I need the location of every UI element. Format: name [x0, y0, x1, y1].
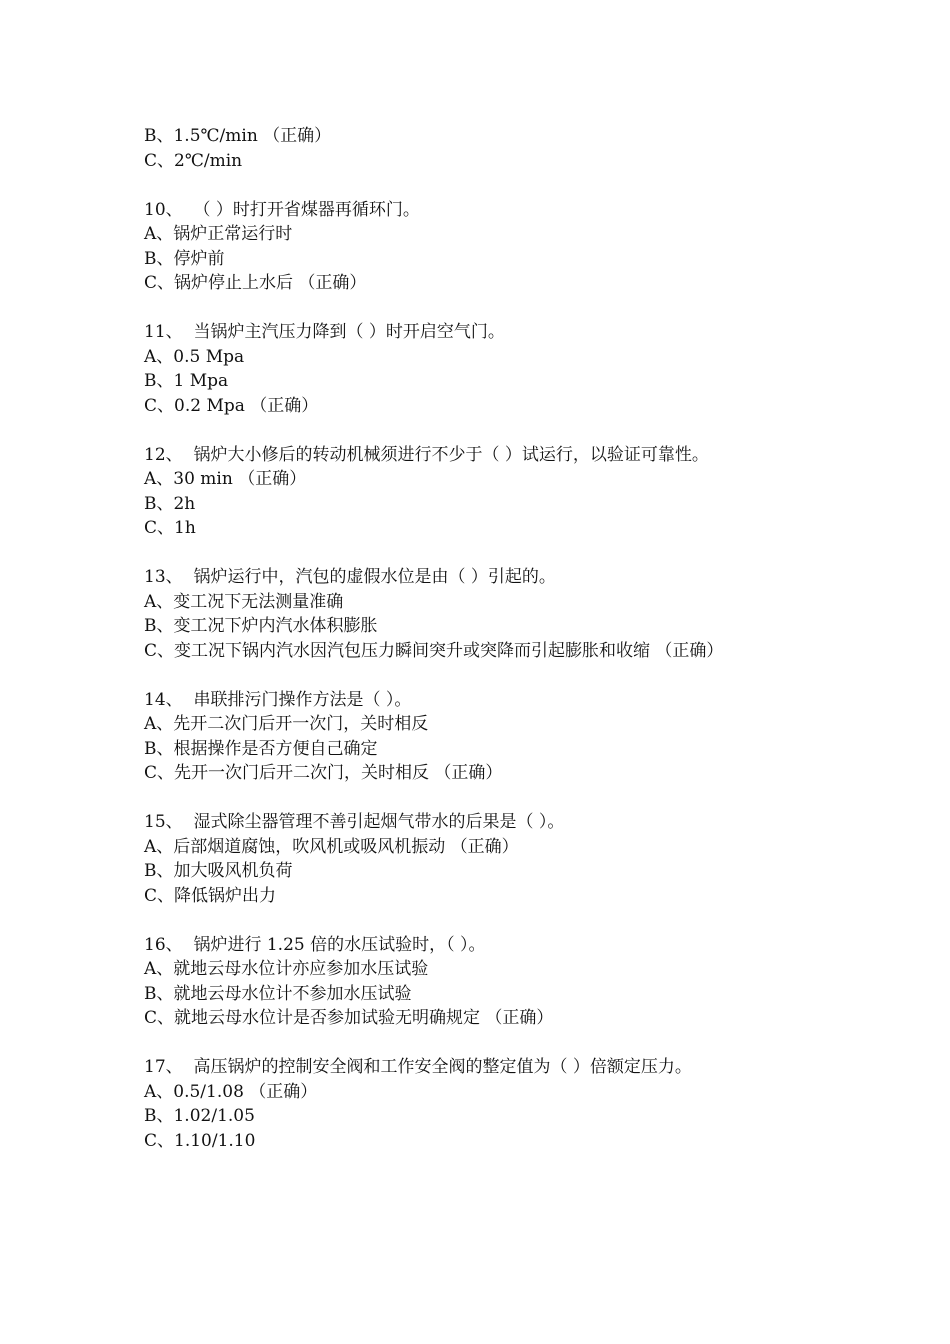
- option-line: B、2h: [144, 493, 196, 514]
- option-line: B、1 Mpa: [144, 371, 229, 391]
- option-line: A、0.5 Mpa: [144, 346, 245, 367]
- option-line: B、就地云母水位计不参加水压试验: [144, 983, 412, 1004]
- option-line: C、变工况下锅内汽水因汽包压力瞬间突升或突降而引起膨胀和收缩 （正确）: [144, 640, 724, 661]
- option-line: B、变工况下炉内汽水体积膨胀: [144, 616, 378, 636]
- option-line: A、30 min （正确）: [144, 469, 307, 489]
- option-line: C、就地云母水位计是否参加试验无明确规定 （正确）: [144, 1008, 554, 1028]
- option-line: A、0.5/1.08 （正确）: [144, 1081, 318, 1102]
- question-stem: 17、 高压锅炉的控制安全阀和工作安全阀的整定值为（ ）倍额定压力。: [144, 1057, 692, 1077]
- question-10: [144, 198, 844, 296]
- option-line: C、2℃/min: [144, 150, 243, 171]
- question-11: [144, 320, 844, 418]
- question-stem: 13、 锅炉运行中，汽包的虚假水位是由（ ）引起的。: [144, 567, 556, 587]
- option-line: A、就地云母水位计亦应参加水压试验: [144, 959, 429, 979]
- question-stem: 10、 （ ）时打开省煤器再循环门。: [144, 199, 420, 220]
- question-15: [144, 810, 844, 908]
- option-line: C、1h: [144, 518, 196, 538]
- option-line: B、根据操作是否方便自己确定: [144, 738, 378, 759]
- option-line: A、锅炉正常运行时: [144, 224, 293, 244]
- option-line: C、降低锅炉出力: [144, 885, 277, 906]
- question-stem: 14、 串联排污门操作方法是（ ）。: [144, 689, 412, 710]
- question-stem: 12、 锅炉大小修后的转动机械须进行不少于（ ）试运行，以验证可靠性。: [144, 444, 709, 465]
- question-stem: 16、 锅炉进行 1.25 倍的水压试验时，（ ）。: [144, 934, 486, 955]
- option-line: B、1.5℃/min （正确）: [144, 126, 332, 146]
- question-12: [144, 443, 844, 541]
- question-13: [144, 565, 844, 663]
- option-line: A、变工况下无法测量准确: [144, 591, 344, 612]
- option-line: A、先开二次门后开一次门，关时相反: [144, 714, 429, 734]
- continued-options: [144, 124, 844, 173]
- question-17: [144, 1055, 844, 1153]
- option-line: C、0.2 Mpa （正确）: [144, 395, 319, 416]
- question-16: [144, 933, 844, 1031]
- option-line: C、1.10/1.10: [144, 1130, 256, 1151]
- option-line: C、锅炉停止上水后 （正确）: [144, 273, 367, 293]
- question-14: [144, 688, 844, 786]
- option-line: B、1.02/1.05: [144, 1106, 255, 1126]
- option-line: B、停炉前: [144, 248, 225, 269]
- question-stem: 15、 湿式除尘器管理不善引起烟气带水的后果是（ ）。: [144, 812, 565, 832]
- question-stem: 11、 当锅炉主汽压力降到（ ）时开启空气门。: [144, 322, 505, 342]
- option-line: A、后部烟道腐蚀，吹风机或吸风机振动 （正确）: [144, 836, 519, 857]
- option-line: C、先开一次门后开二次门，关时相反 （正确）: [144, 763, 503, 783]
- document-page: [144, 124, 844, 1153]
- option-line: B、加大吸风机负荷: [144, 861, 293, 881]
